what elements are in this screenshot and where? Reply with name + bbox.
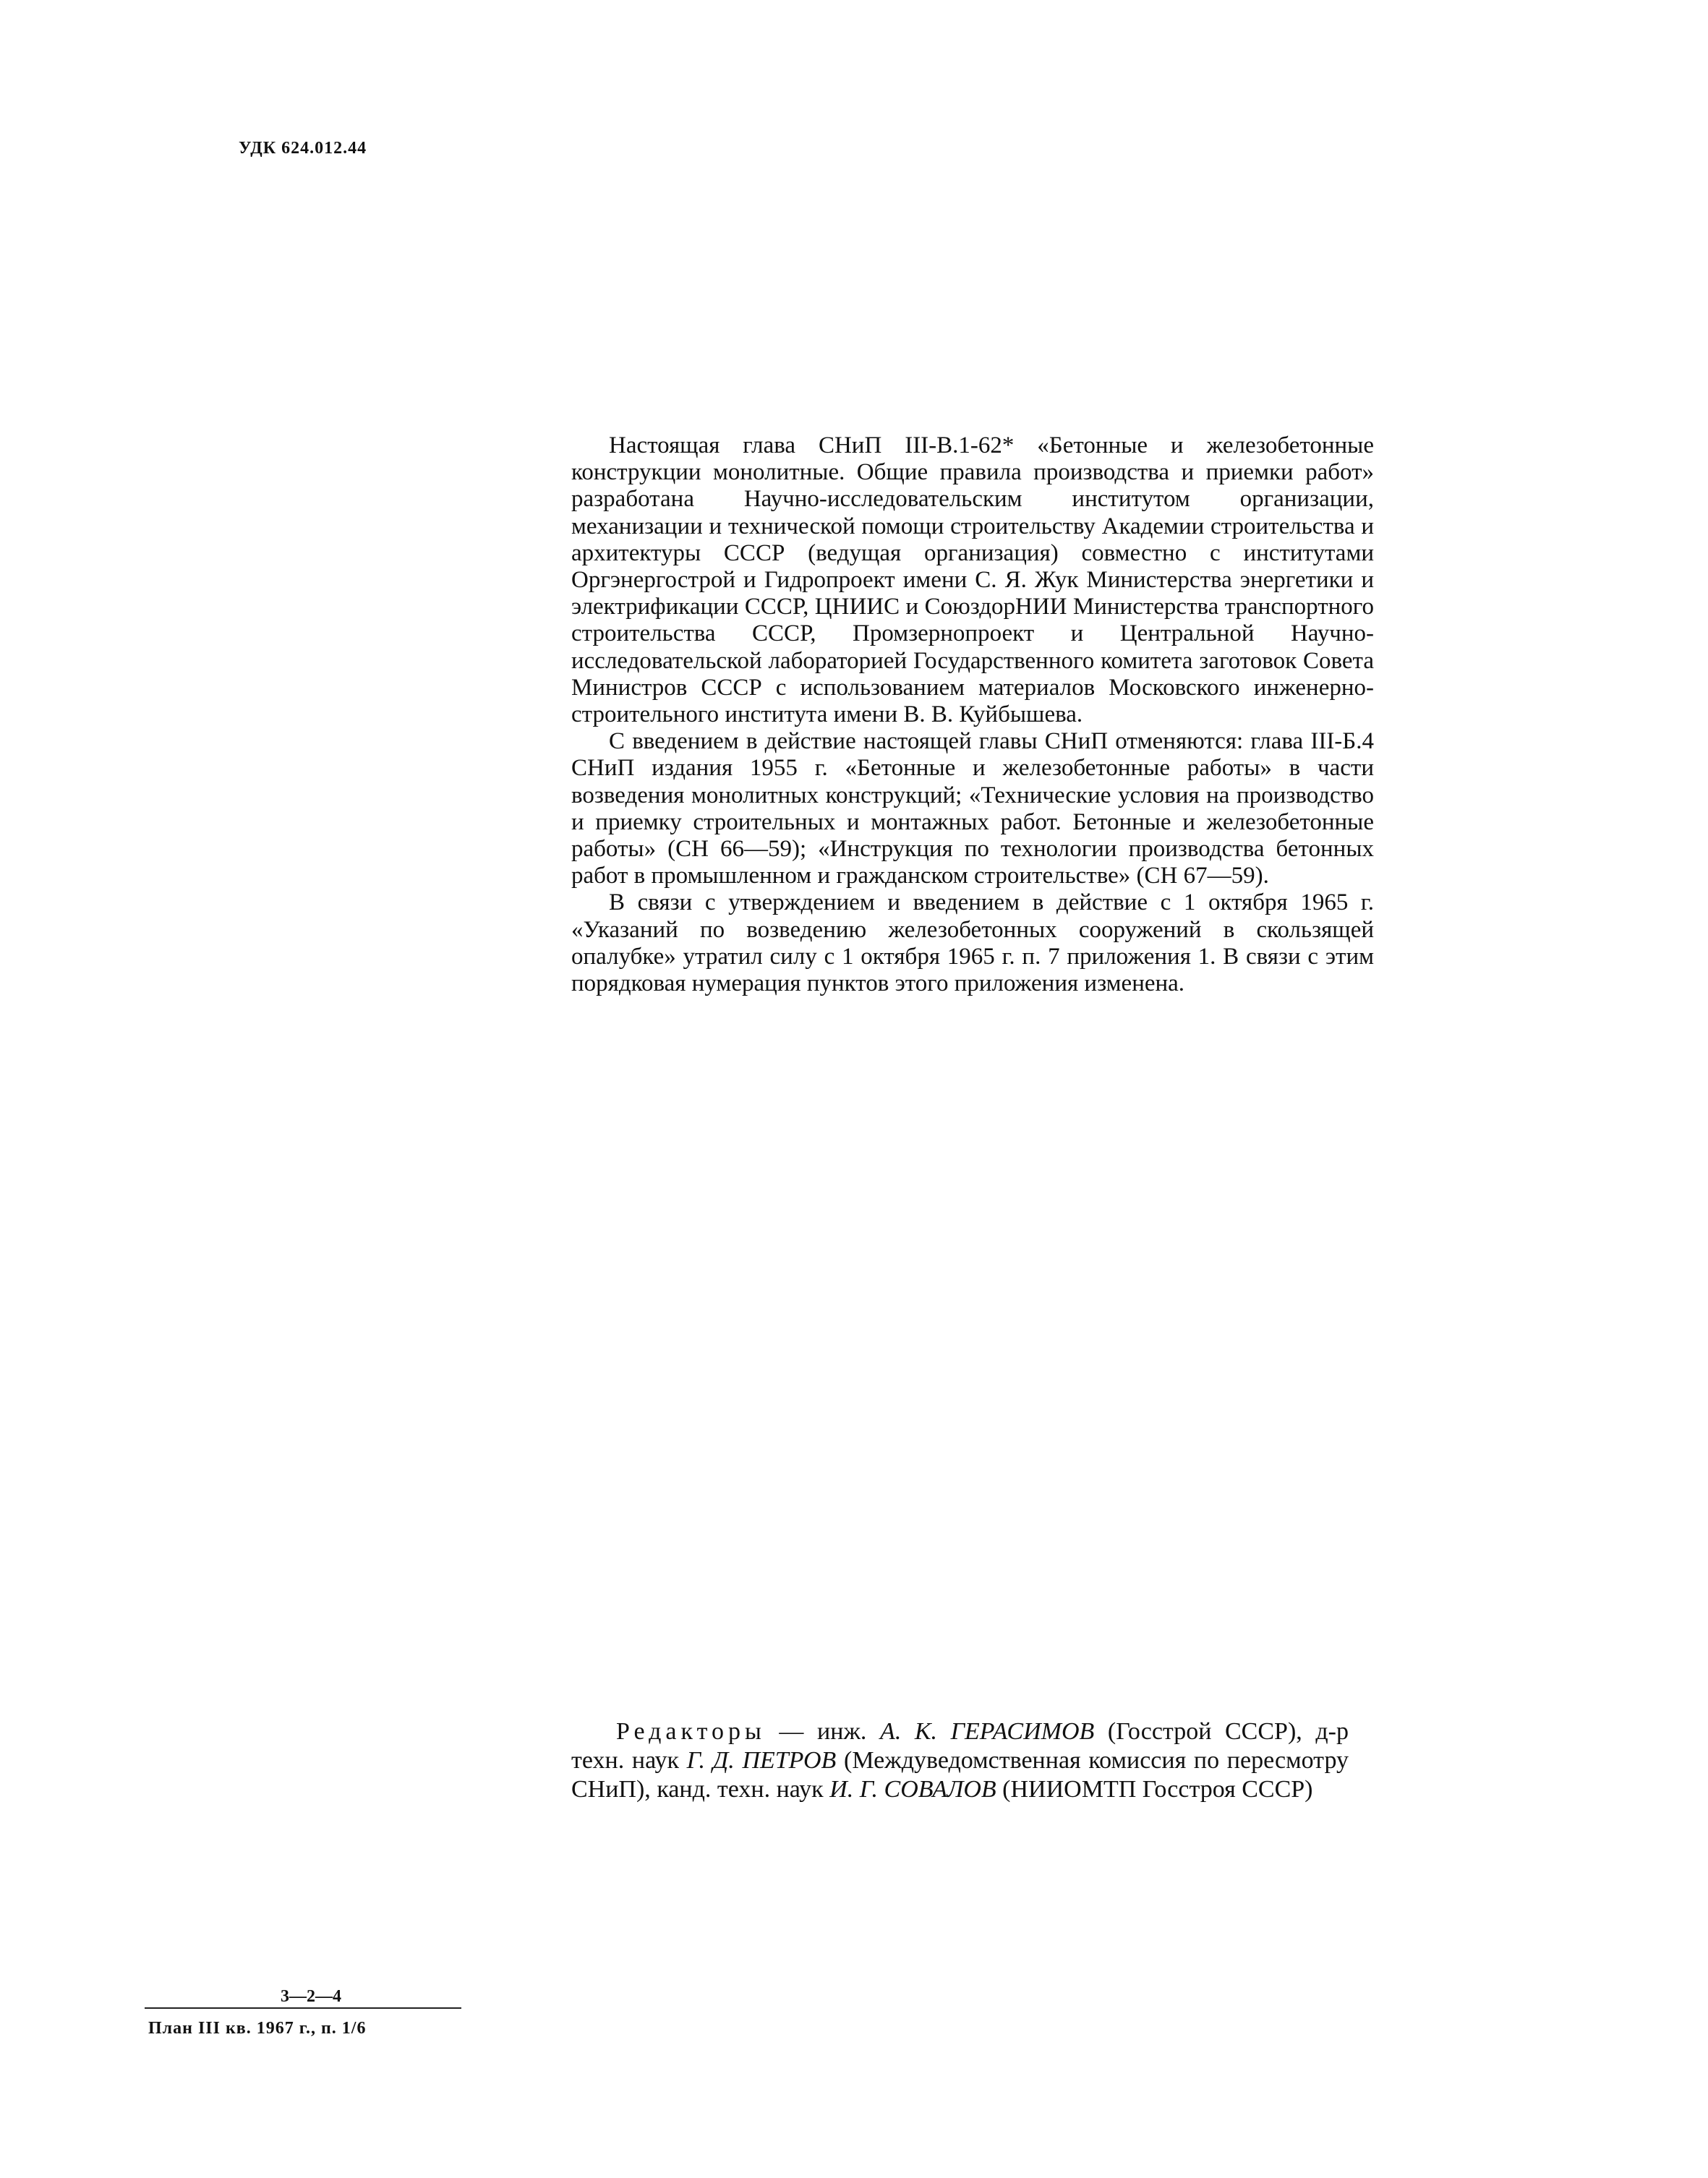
editor-3-name: И. Г. СОВАЛОВ xyxy=(829,1776,996,1803)
editor-3-org: (НИИОМТП Госстроя СССР) xyxy=(996,1776,1313,1803)
editors-label: Редакторы xyxy=(616,1718,766,1745)
editors-block xyxy=(571,1717,1349,1804)
editor-1-org: (Госстрой СССР), xyxy=(1094,1718,1316,1745)
editor-2-org: (Междуведомственная комиссия по пересмотру СНиП), xyxy=(571,1747,1349,1803)
preface-paragraph-1: Настоящая глава СНиП III-B.1-62* «Бетонные и железобетонные конструкции монолитные. Общие правила производства и приемки работ» разработана Научно-исследовательским институтом организации, механизации и технической помощи строительству Академии строительства и архитектуры СССР (ведущая организация) совместно с институтами Оргэнергострой и Гидропроект имени С. Я. Жук Министерства энергетики и электрификации СССР, ЦНИИС и СоюздорНИИ Министерства транспортного строительства СССР, Промзернопроект и Центральной Научно-исследовательской лабораторией Государственного комитета заготовок Совета Министров СССР с использованием материалов Московского инженерно-строительного института имени В. В. Куйбышева. xyxy=(571,432,1374,728)
publication-plan: План III кв. 1967 г., п. 1/6 xyxy=(148,2019,367,2038)
print-code: 3—2—4 xyxy=(281,1987,341,2006)
preface-paragraph-3: В связи с утверждением и введением в действие с 1 октября 1965 г. «Указаний по возведению железобетонных сооружений в скользящей опалубке» утратил силу с 1 октября 1965 г. п. 7 приложения 1. В связи с этим порядковая нумерация пунктов этого приложения изменена. xyxy=(571,889,1374,997)
footer-divider xyxy=(145,2007,461,2009)
editor-1-name: А. К. ГЕРАСИМОВ xyxy=(880,1718,1095,1745)
editors-paragraph xyxy=(571,1717,1349,1804)
editor-2-title: д-р техн. наук xyxy=(571,1718,1349,1774)
editor-1-title: инж. xyxy=(817,1718,881,1745)
preface-paragraph-2: С введением в действие настоящей главы СНиП отменяются: глава III-Б.4 СНиП издания 1955 г. «Бетонные и железобетонные работы» в части возведения монолитных конструкций; «Технические условия на производство и приемку строительных и монтажных работ. Бетонные и железобетонные работы» (СН 66—59); «Инструкция по технологии производства бетонных работ в промышленном и гражданском строительстве» (СН 67—59). xyxy=(571,728,1374,889)
preface-text xyxy=(571,432,1374,997)
editor-3-title: канд. техн. наук xyxy=(657,1776,830,1803)
editor-2-name: Г. Д. ПЕТРОВ xyxy=(686,1747,837,1774)
udk-code: УДК 624.012.44 xyxy=(239,139,367,158)
editors-dash: — xyxy=(765,1718,818,1745)
